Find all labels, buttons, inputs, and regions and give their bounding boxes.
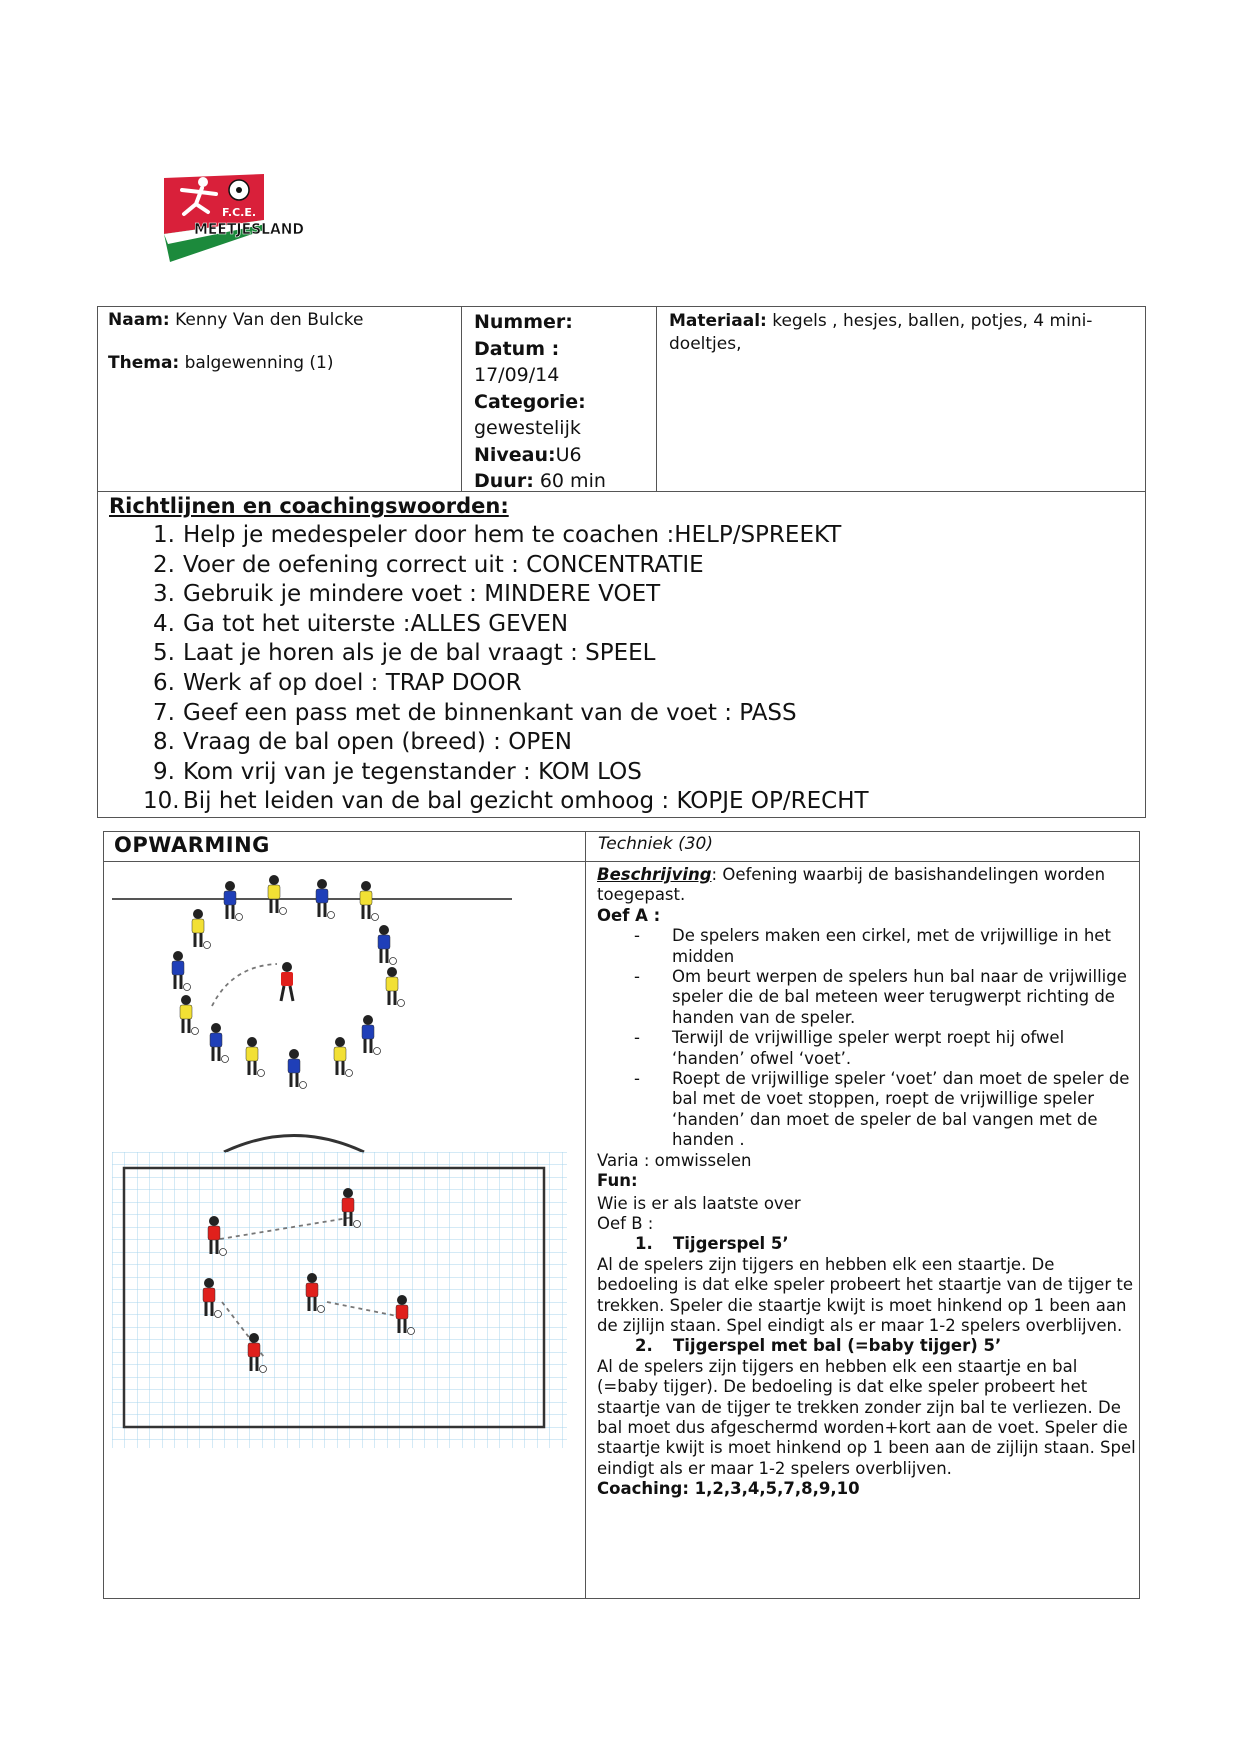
guideline-item: 3. Gebruik je mindere voet : MINDERE VOET — [153, 581, 661, 608]
materiaal-value: kegels , hesjes, ballen, potjes, 4 mini-doeltjes, — [669, 311, 1093, 354]
varia-text: Varia : omwisselen — [597, 1150, 752, 1170]
player-figure — [224, 881, 243, 921]
fun-label: Fun: — [597, 1171, 638, 1191]
guideline-item: 5. Laat je horen als je de bal vraagt : SPEEL — [153, 640, 656, 667]
volunteer-player — [281, 962, 293, 1001]
exercise-description — [597, 865, 1137, 1500]
game1-text: Al de spelers zijn tijgers en hebben elk een staartje. De bedoeling is dat elke speler probeert het staartje van de tijger te trekken. Speler die staartje kwijt is moet hinkend op 1 been aan de zijlijn staan. Spel eindigt als er maar 1-2 spelers overblijven. — [597, 1254, 1133, 1335]
oefA-item: - Om beurt werpen de spelers hun bal naar de vrijwillige speler die de bal meteen weer terugwerpt richting de handen van de speler. — [672, 967, 1137, 1028]
player-figure — [246, 1037, 265, 1077]
oefA-list — [597, 926, 1137, 1150]
guideline-item: 7. Geef een pass met de binnenkant van de voet : PASS — [153, 699, 797, 726]
beschrijving-label: Beschrijving — [597, 865, 712, 884]
oefA-item: - Terwijl de vrijwillige speler werpt roept hij ofwel ‘handen’ ofwel ‘voet’. — [672, 1028, 1137, 1069]
categorie-label: Categorie: — [474, 390, 586, 413]
player-figure — [288, 1049, 307, 1089]
logo-line2: MEETJESLAND — [194, 220, 304, 238]
materiaal-label: Materiaal: — [669, 311, 767, 331]
game2-heading: 2. Tijgerspel met bal (=baby tijger) 5’ — [635, 1336, 1002, 1356]
guideline-item: 10. Bij het leiden van de bal gezicht omhoog : KOPJE OP/RECHT — [143, 788, 869, 815]
categorie-value: gewestelijk — [474, 417, 581, 439]
niveau-value: U6 — [555, 443, 582, 466]
beschrijving-text: : Oefening waarbij de basishandelingen worden toegepast. — [597, 865, 1106, 905]
guideline-item: 9. Kom vrij van je tegenstander : KOM LOS — [153, 758, 642, 785]
datum-label: Datum : — [474, 337, 560, 360]
coaching-text: Coaching: 1,2,3,4,5,7,8,9,10 — [597, 1479, 860, 1499]
guidelines-title: Richtlijnen en coachingswoorden: — [109, 494, 509, 518]
exercise-type: Techniek (30) — [598, 834, 713, 854]
game2-text: Al de spelers zijn tijgers en hebben elk een staartje en bal (=baby tijger). De bedoeling is dat elke speler probeert het staartje van de tijger te trekken zonder zijn bal te verliezen. De bal moet dus afgeschermd worden+kort aan de voet. Speler die staartje kwijt is moet hinkend op 1 been aan de zijlijn staan. Spel eindigt als er maar 1-2 spelers overblijven. — [597, 1356, 1136, 1478]
guideline-item: 6. Werk af op doel : TRAP DOOR — [153, 669, 522, 696]
guidelines-section — [97, 492, 1146, 818]
naam-label: Naam: — [108, 310, 170, 330]
logo-line1: F.C.E. — [222, 206, 257, 219]
niveau-label: Niveau: — [474, 443, 556, 466]
header-meta-cell — [462, 307, 657, 491]
thema-label: Thema: — [108, 353, 180, 373]
guideline-item: 8. Vraag de bal open (breed) : OPEN — [153, 729, 572, 756]
duur-value: 60 min — [539, 470, 606, 492]
datum-value: 17/09/14 — [474, 364, 560, 386]
oefB-label: Oef B : — [597, 1213, 654, 1233]
game1-heading: 1. Tijgerspel 5’ — [635, 1234, 789, 1254]
player-figure — [172, 951, 191, 991]
guideline-item: 2. Voer de oefening correct uit : CONCENTRATIE — [153, 551, 704, 578]
guidelines-list — [143, 521, 869, 817]
player-figure — [386, 967, 405, 1007]
player-figure — [180, 995, 199, 1035]
naam-value: Kenny Van den Bulcke — [175, 310, 364, 330]
oefA-item: - De spelers maken een cirkel, met de vrijwillige in het midden — [672, 926, 1137, 967]
player-figure — [360, 881, 379, 921]
player-figure — [192, 909, 211, 949]
header-table — [97, 306, 1146, 492]
exercise-table — [103, 831, 1140, 1599]
section-title: OPWARMING — [114, 833, 270, 857]
guideline-item: 1. Help je medespeler door hem te coachen :HELP/SPREEKT — [153, 522, 842, 548]
oefA-item: - Roept de vrijwillige speler ‘voet’ dan moet de speler de bal met de voet stoppen, roept de vrijwillige speler ‘handen’ dan moet de speler de bal vangen met de handen . — [672, 1069, 1137, 1151]
player-figure — [378, 925, 397, 965]
header-name-cell — [98, 307, 462, 491]
circle-drill-diagram — [112, 866, 572, 1136]
tiger-game-diagram — [112, 1152, 567, 1448]
player-figure — [210, 1023, 229, 1063]
nummer-label: Nummer: — [474, 311, 573, 333]
header-material-cell — [657, 307, 1145, 497]
club-logo — [160, 170, 310, 270]
guideline-item: 4. Ga tot het uiterste :ALLES GEVEN — [153, 610, 569, 637]
fun-text: Wie is er als laatste over — [597, 1193, 801, 1213]
thema-value: balgewenning (1) — [184, 353, 334, 373]
player-figure — [334, 1037, 353, 1077]
oefA-label: Oef A : — [597, 905, 661, 925]
player-figure — [362, 1015, 381, 1055]
player-figure — [268, 875, 287, 915]
duur-label: Duur: — [474, 470, 534, 492]
